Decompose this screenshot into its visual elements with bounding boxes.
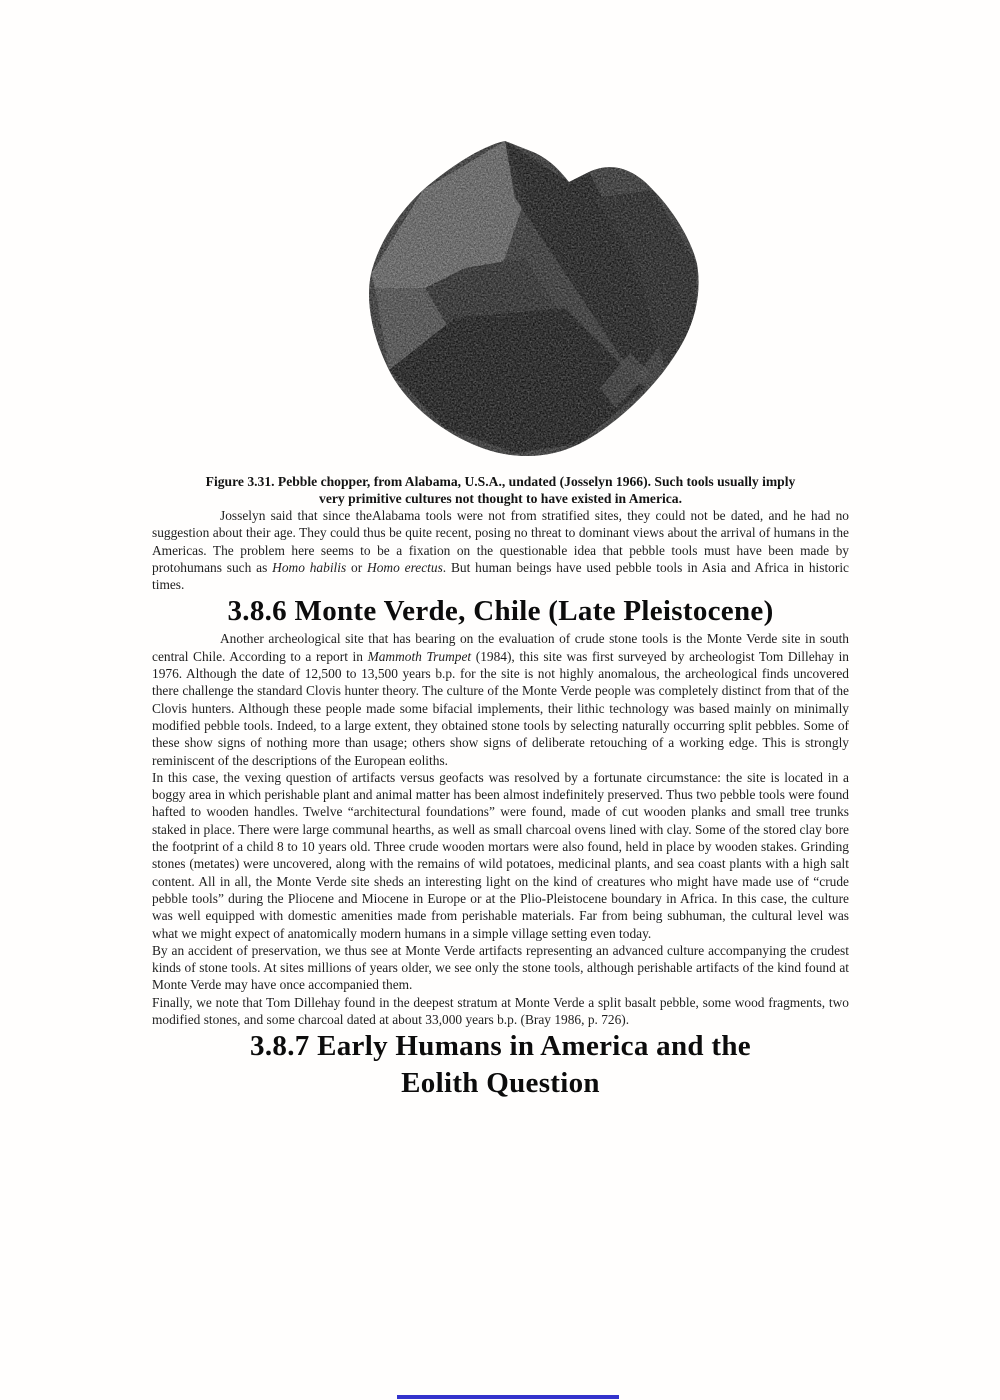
paragraph-deepest-stratum: Finally, we note that Tom Dillehay found in the deepest stratum at Monte Verde a split basalt pebble, some wood fragments, two modified stones, and some charcoal dated at about 33,000 years b.p. (Bray 1986, p. 726). [152, 994, 849, 1028]
figure-caption-line1: Figure 3.31. Pebble chopper, from Alabama, U.S.A., undated (Josselyn 1966). Such tools usually imply [205, 474, 796, 489]
paragraph-preservation: By an accident of preservation, we thus see at Monte Verde artifacts representing an advanced culture accompanying the crudest kinds of stone tools. At sites millions of years older, we see only the stone tools, although perishable artifacts of the kind found at Monte Verde may have once accompanied them. [152, 942, 849, 993]
text-column [152, 0, 849, 1102]
heading-3-8-6: 3.8.6 Monte Verde, Chile (Late Pleistocene) [227, 595, 774, 628]
figure-caption [152, 474, 849, 507]
p1-text-c: . But human beings have used pebble tools in Asia and Africa in historic times. [152, 559, 849, 593]
paragraph-josselyn [152, 507, 849, 593]
p2-text-b: (1984), this site was first surveyed by archeologist Tom Dillehay in 1976. Although the date of 12,500 to 13,500 years b.p. for the site is not highly anomalous, the archeological finds uncovered there challenge the standard Clovis hunter theory. The culture of the Monte Verde people was completely distinct from that of the Clovis hunters. Although these people made some bifacial implements, their lithic technology was based mainly on minimally modified pebble tools. Indeed, to a large extent, they obtained stone tools by selecting naturally occurring split pebbles. Some of these show signs of nothing more than usage; others show signs of deliberate retouching of a working edge. This is strongly reminiscent of the descriptions of the European eoliths. [152, 648, 849, 768]
heading-3-8-7-line1: 3.8.7 Early Humans in America and the [250, 1030, 751, 1063]
heading-3-8-7 [152, 1028, 849, 1102]
publication-mammoth-trumpet: Mammoth Trumpet [367, 648, 472, 664]
pebble-chopper-photo [365, 138, 700, 460]
p1-text-b: or [346, 559, 368, 575]
page-footer-rule [397, 1395, 619, 1399]
p2-text-a: Another archeological site that has bearing on the evaluation of crude stone tools is the Monte Verde site in south central Chile. According to a report in [152, 631, 849, 664]
figure-caption-line2: very primitive cultures not thought to have existed in America. [319, 490, 682, 506]
paragraph-monte-verde-intro [152, 630, 849, 768]
figure-3-31 [365, 138, 700, 460]
p1-text-a: Josselyn said that since theAlabama tools were not from stratified sites, they could not be dated, and he had no suggestion about their age. They could thus be quite recent, posing no threat to dominant views about the arrival of humans in the Americas. The problem here seems to be a fixation on the questionable idea that pebble tools must have been made by protohumans such as [152, 508, 849, 575]
heading-3-8-7-line2: Eolith Question [401, 1067, 600, 1100]
species-homo-habilis: Homo habilis [272, 559, 347, 575]
paragraph-artifacts-geofacts: In this case, the vexing question of artifacts versus geofacts was resolved by a fortunate circumstance: the site is located in a boggy area in which perishable plant and animal matter has been almost indefinitely preserved. Thus two pebble tools were found hafted to wooden handles. Twelve “architectural foundations” were found, made of cut wooden planks and small tree trunks staked in place. There were large communal hearths, as well as small charcoal ovens lined with clay. Some of the stored clay bore the footprint of a child 8 to 10 years old. Three crude wooden mortars were also found, held in place by wooden stakes. Grinding stones (metates) were uncovered, along with the remains of wild potatoes, medicinal plants, and sea coast plants with a high salt content. All in all, the Monte Verde site sheds an interesting light on the kind of creatures who might have made use of “crude pebble tools” during the Pliocene and Miocene in Europe or at the Plio-Pleistocene boundary in Africa. In this case, the culture was well equipped with domestic amenities made from perishable materials. Far from being subhuman, the cultural level was what we might expect of anatomically modern humans in a simple village setting even today. [152, 769, 849, 941]
species-homo-erectus: Homo erectus [367, 559, 443, 575]
